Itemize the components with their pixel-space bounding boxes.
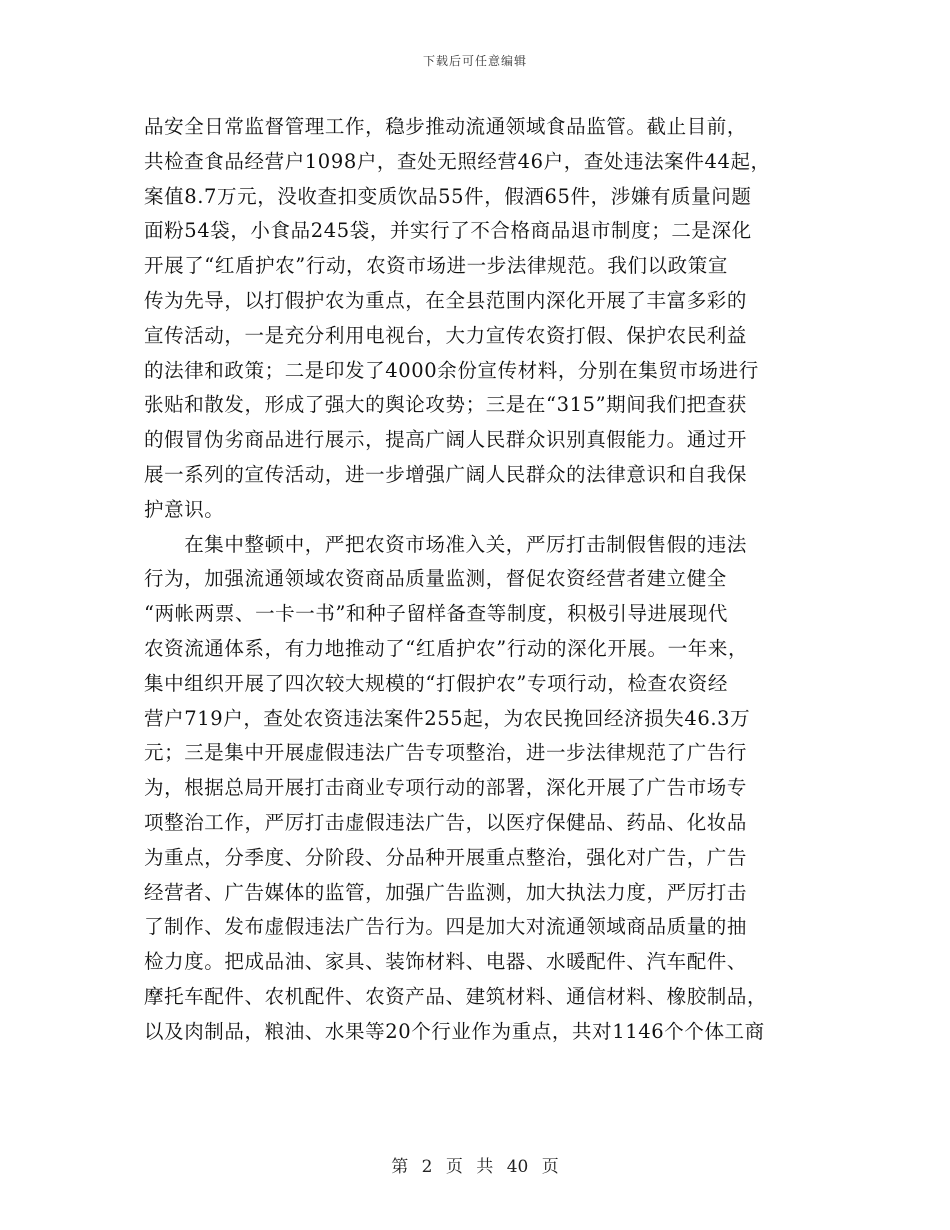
text-line: 为重点，分季度、分阶段、分品种开展重点整治，强化对广告，广告 xyxy=(144,845,748,869)
text-line: 传为先导，以打假护农为重点，在全县范围内深化开展了丰富多彩的 xyxy=(144,288,748,312)
text-line: 的法律和政策；二是印发了4000余份宣传材料，分别在集贸市场进行 xyxy=(144,358,759,382)
text-line: 行为，加强流通领域农资商品质量监测，督促农资经营者建立健全 xyxy=(144,567,727,591)
total-page-count: 40 xyxy=(506,1157,529,1177)
text-line: 经营者、广告媒体的监管，加强广告监测，加大执法力度，严厉打击 xyxy=(144,880,748,904)
text-line: 护意识。 xyxy=(144,497,225,521)
text-line: 宣传活动，一是充分利用电视台，大力宣传农资打假、保护农民利益 xyxy=(144,323,748,347)
text-line: 的假冒伪劣商品进行展示，提高广阔人民群众识别真假能力。通过开 xyxy=(144,428,748,452)
footer-prefix: 第 xyxy=(391,1157,409,1177)
text-line: 共检查食品经营户1098户，查处无照经营46户，查处违法案件44起， xyxy=(144,149,771,173)
text-line: 开展了“红盾护农”行动，农资市场进一步法律规范。我们以政策宣 xyxy=(144,254,728,278)
text-line: 展一系列的宣传活动，进一步增强广阔人民群众的法律意识和自我保 xyxy=(144,462,748,486)
text-line: 集中组织开展了四次较大规模的“打假护农”专项行动，检查农资经 xyxy=(144,671,728,695)
text-line: “两帐两票、一卡一书”和种子留样备查等制度，积极引导进展现代 xyxy=(144,602,728,626)
text-line: 项整治工作，严厉打击虚假违法广告，以医疗保健品、药品、化妆品 xyxy=(144,810,748,834)
text-line: 营户719户，查处农资违法案件255起，为农民挽回经济损失46.3万 xyxy=(144,706,751,730)
text-line: 面粉54袋，小食品245袋，并实行了不合格商品退市制度；二是深化 xyxy=(144,219,752,243)
page-footer xyxy=(0,1152,950,1177)
footer-total-word: 共 xyxy=(476,1157,494,1177)
footer-page-word: 页 xyxy=(445,1157,463,1177)
current-page-number: 2 xyxy=(421,1157,433,1177)
document-body xyxy=(144,110,804,1050)
text-line: 摩托车配件、农机配件、农资产品、建筑材料、通信材料、橡胶制品， xyxy=(144,984,768,1008)
text-line: 元；三是集中开展虚假违法广告专项整治，进一步法律规范了广告行 xyxy=(144,741,748,765)
text-line: 了制作、发布虚假违法广告行为。四是加大对流通领域商品质量的抽 xyxy=(144,915,748,939)
text-line: 张贴和散发，形成了强大的舆论攻势；三是在“315”期间我们把查获 xyxy=(144,393,747,417)
text-line: 为，根据总局开展打击商业专项行动的部署，深化开展了广告市场专 xyxy=(144,776,748,800)
text-line: 以及肉制品，粮油、水果等20个行业作为重点，共对1146个个体工商 xyxy=(144,1019,765,1043)
text-line: 检力度。把成品油、家具、装饰材料、电器、水暖配件、汽车配件、 xyxy=(144,950,748,974)
text-line: 品安全日常监督管理工作，稳步推动流通领域食品监管。截止目前， xyxy=(144,115,748,138)
page-header-note: 下载后可任意编辑 xyxy=(422,54,527,68)
text-line: 农资流通体系，有力地推动了“红盾护农”行动的深化开展。一年来， xyxy=(144,636,749,660)
text-line: 案值8.7万元，没收查扣变质饮品55件，假酒65件，涉嫌有质量问题 xyxy=(144,184,752,208)
footer-suffix: 页 xyxy=(541,1157,559,1177)
text-line: 在集中整顿中，严把农资市场准入关，严厉打击制假售假的违法 xyxy=(144,532,748,556)
